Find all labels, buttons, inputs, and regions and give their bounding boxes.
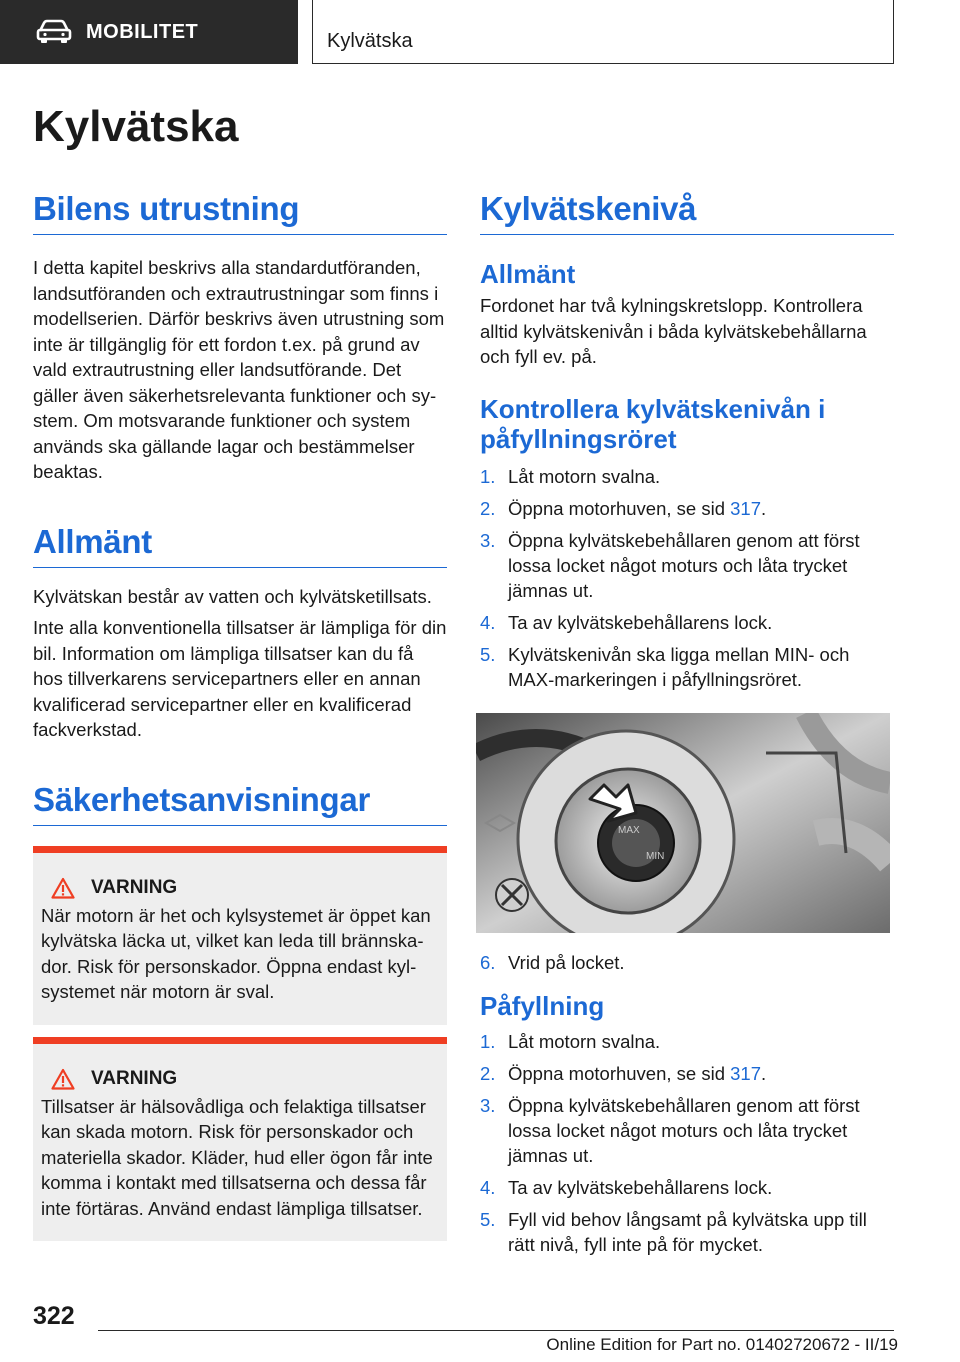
right-column [480, 190, 894, 1264]
page-link[interactable]: 317 [730, 1062, 762, 1084]
general-text-2: Inte alla konventionella tillsatser är lämpliga för din bil. Information om lämpliga tillsatser kan du få hos tillverkarens servicepartners eller en annan kvalificerad servicepartner eller en kvalificerad fackverkstad. [33, 617, 447, 740]
heading-sakerhetsanvisningar: Säkerhetsanvisningar [33, 781, 447, 826]
warning-header [41, 877, 439, 899]
warning-triangle-icon [51, 1068, 75, 1090]
step6-list [480, 950, 894, 975]
fill-steps-list [480, 1029, 894, 1257]
general-text-1: Kylvätskan består av vatten och kylvätsketillsats. [33, 585, 432, 607]
list-item: 4. Ta av kylvätskebehållarens lock. [480, 611, 773, 633]
footer-divider [98, 1330, 894, 1331]
list-item: 4. Ta av kylvätskebehållarens lock. [480, 1176, 773, 1198]
list-item: 2. Öppna motorhuven, se sid 317. [480, 1062, 767, 1084]
heading-allmant: Allmänt [33, 523, 447, 568]
edition-text: Online Edition for Part no. 01402720672 - II/19 [546, 1335, 898, 1354]
page-link[interactable]: 317 [730, 497, 762, 519]
max-marking: MAX [618, 824, 640, 836]
heading-kontrollera: Kontrollera kylvätskenivån i påfyllningsröret [480, 393, 826, 454]
heading-allmant-2: Allmänt [480, 259, 576, 289]
chapter-tab [312, 0, 894, 64]
page-title: Kylvätska [33, 102, 239, 151]
min-marking: MIN [646, 850, 665, 862]
warning-label: VARNING [91, 876, 178, 898]
chapter-title: Kylvätska [327, 30, 413, 52]
list-item: 5. Fyll vid behov långsamt på kylvätska upp till rätt nivå, fyll inte på för mycket. [480, 1208, 867, 1255]
list-item: 1. Låt motorn svalna. [480, 1030, 661, 1052]
coolant-general-text: Fordonet har två kylningskretslopp. Kontrollera alltid kylvätskenivån i båda kylvätskebehållarna och fyll ev. på. [480, 295, 867, 367]
warning-label: VARNING [91, 1067, 178, 1089]
heading-pafyllning: Påfyllning [480, 990, 605, 1021]
warning-text: När motorn är het och kylsystemet är öppet kan kylvätska läcka ut, vilket kan leda till brännskador. Risk för personskador. Öppna endast kylsystemet när motorn är sval. [41, 904, 431, 1002]
list-item: 2. Öppna motorhuven, se sid 317. [480, 497, 767, 519]
warning-box [33, 846, 447, 1025]
list-item: 5. Kylvätskenivån ska ligga mellan MIN- och MAX-markeringen i påfyllningsröret. [480, 643, 850, 690]
check-steps-list [480, 464, 894, 692]
section-tab[interactable] [0, 0, 298, 64]
car-icon [36, 19, 72, 45]
page-number: 322 [33, 1302, 75, 1330]
page-header [0, 0, 960, 66]
list-item: 1. Låt motorn svalna. [480, 465, 661, 487]
heading-bilens-utrustning: Bilens utrustning [33, 190, 447, 235]
list-item: 6. Vrid på locket. [480, 951, 625, 973]
warning-text: Tillsatser är hälsovådliga och felaktiga tillsatser kan skada motorn. Risk för personskador och materiella skador. Kläder, hud eller ögon får inte komma i kontakt med tillsatserna och dessa får inte förtäras. Använd endast lämpliga tillsatser. [41, 1095, 433, 1219]
equipment-text: I detta kapitel beskrivs alla standardutföranden, landsutföranden och extrautrustningar som finns i modellserien. Därför beskrivs även utrustning som inte är tillgänglig för ett fordon t.ex. på grund av vald extrautrustning eller landsutförande. Det gäller även säkerhetsrelevanta funktioner och system. Om motsvarande funktioner och system används ska gällande lagar och bestämmelser beaktas. [33, 257, 445, 482]
list-item: 3. Öppna kylvätskebehållaren genom att först lossa locket något moturs och låta trycket jämnas ut. [480, 1094, 860, 1166]
heading-kylvatskeniva: Kylvätskenivå [480, 190, 894, 235]
list-item: 3. Öppna kylvätskebehållaren genom att först lossa locket något moturs och låta trycket jämnas ut. [480, 529, 860, 601]
section-label: MOBILITET [86, 20, 199, 43]
left-column [33, 190, 447, 1241]
coolant-reservoir-figure [476, 713, 890, 933]
warning-header [41, 1068, 439, 1090]
warning-box [33, 1037, 447, 1242]
warning-triangle-icon [51, 877, 75, 899]
